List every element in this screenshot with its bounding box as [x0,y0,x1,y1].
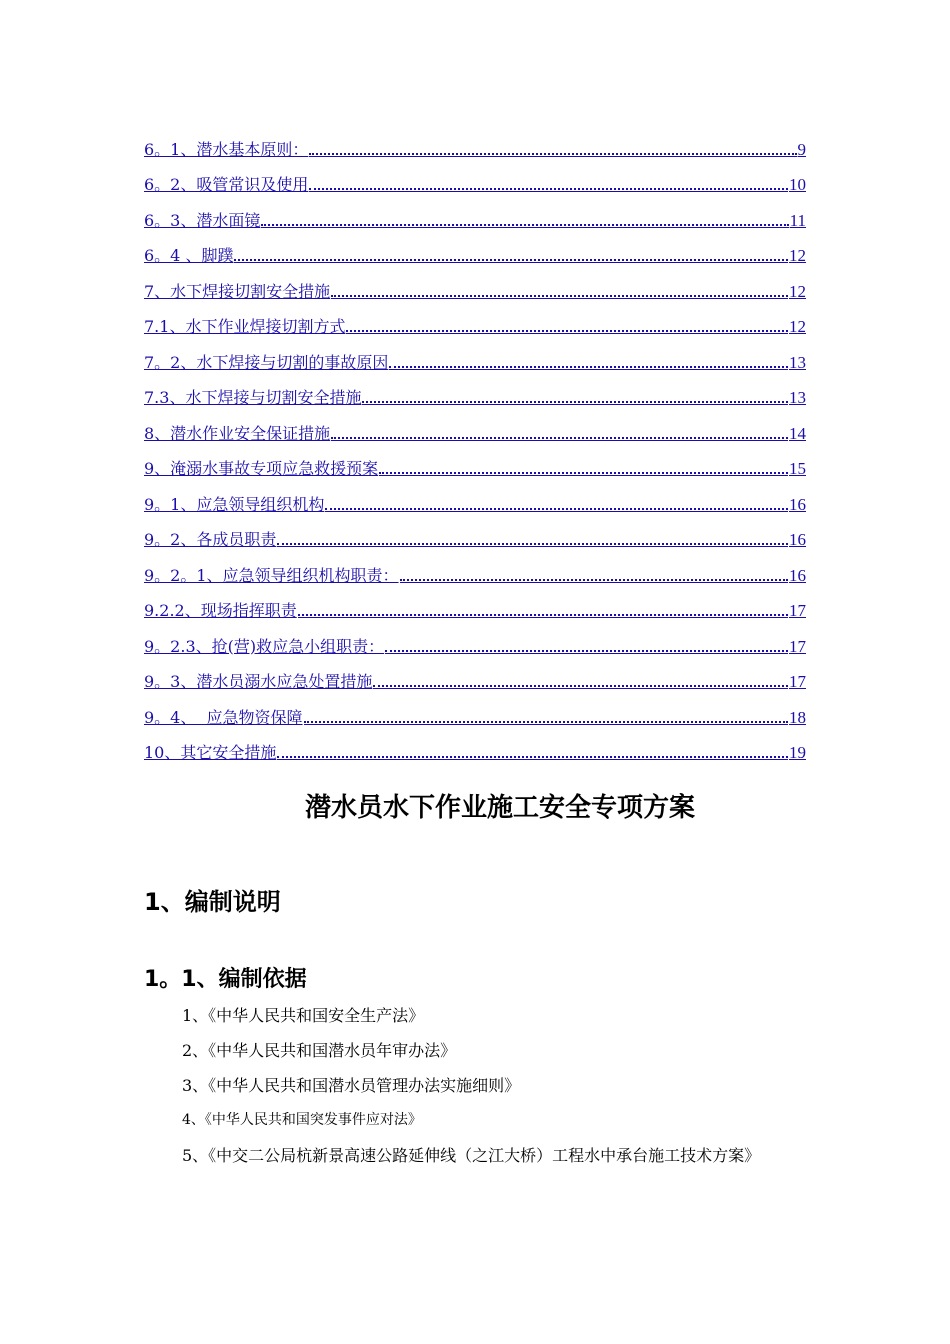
toc-entry-page: 10 [789,175,806,194]
toc-entry[interactable] [144,231,806,267]
toc-entry-label: 9。2。1、应急领导组织机构职责： [144,565,399,585]
toc-entry[interactable] [144,550,806,586]
toc-entry[interactable] [144,728,806,764]
toc-dot-leader [298,614,788,616]
toc-entry[interactable] [144,124,806,160]
toc-entry[interactable] [144,621,806,657]
toc-entry-page: 15 [789,459,806,478]
reference-item: 5、《中交二公局杭新景高速公路延伸线（之江大桥）工程水中承台施工技术方案》 [182,1146,761,1165]
toc-dot-leader [346,330,788,332]
toc-entry[interactable] [144,266,806,302]
toc-entry[interactable] [144,657,806,693]
toc-entry-label: 9。1、应急领导组织机构 [144,494,325,514]
toc-dot-leader [389,366,788,368]
toc-dot-leader [373,685,788,687]
toc-dot-leader [331,437,788,439]
toc-entry-page: 12 [789,246,806,265]
toc-dot-leader [385,650,788,652]
toc-dot-leader [304,721,788,723]
toc-entry-page: 13 [789,352,806,372]
toc-entry-label: 6。3、潜水面镜 [144,210,261,230]
reference-item: 4、《中华人民共和国突发事件应对法》 [182,1112,422,1128]
table-of-contents [144,124,806,763]
toc-entry[interactable] [144,408,806,444]
toc-entry[interactable] [144,515,806,551]
subsection-heading: 1。1、编制依据 [144,967,307,992]
toc-entry-label: 9。4、 应急物资保障 [144,707,303,727]
reference-item: 3、《中华人民共和国潜水员管理办法实施细则》 [182,1076,521,1095]
toc-entry-page: 12 [789,317,806,336]
toc-entry-page: 16 [789,530,806,549]
toc-dot-leader [309,153,796,155]
toc-entry[interactable] [144,586,806,622]
toc-entry-page: 12 [789,281,806,301]
reference-item: 2、《中华人民共和国潜水员年审办法》 [182,1041,457,1060]
section-heading: 1、编制说明 [144,887,281,916]
toc-dot-leader [261,224,788,226]
toc-dot-leader [325,508,788,510]
toc-entry[interactable] [144,160,806,196]
toc-entry-label: 6。4 、脚蹼 [144,246,234,265]
toc-entry-page: 17 [789,601,806,620]
toc-entry-label: 7.3、水下焊接与切割安全措施 [144,388,362,407]
toc-entry[interactable] [144,337,806,373]
toc-entry[interactable] [144,195,806,231]
toc-dot-leader [362,401,788,403]
toc-dot-leader [234,259,788,261]
document-title: 潜水员水下作业施工安全专项方案 [304,793,695,824]
toc-entry[interactable] [144,692,806,728]
toc-entry-page: 18 [789,707,806,727]
toc-entry-label: 7。2、水下焊接与切割的事故原因 [144,352,389,372]
toc-entry-label: 7、水下焊接切割安全措施 [144,281,331,301]
toc-dot-leader [309,188,788,190]
toc-entry-page: 19 [789,743,806,762]
toc-entry-page: 17 [789,636,806,656]
toc-entry-label: 9。2、各成员职责 [144,530,277,549]
toc-entry[interactable] [144,373,806,409]
toc-entry-label: 9。3、潜水员溺水应急处置措施 [144,672,373,691]
toc-entry-label: 10、其它安全措施 [144,743,277,762]
reference-item: 1、《中华人民共和国安全生产法》 [182,1006,425,1025]
toc-dot-leader [277,543,788,545]
toc-entry-label: 9、淹溺水事故专项应急救援预案 [144,459,379,478]
toc-dot-leader [331,295,788,297]
toc-entry-label: 8、潜水作业安全保证措施 [144,423,331,443]
toc-entry-label: 9。2.3、抢(营)救应急小组职责： [144,636,385,656]
toc-entry-page: 17 [789,672,806,691]
toc-entry-page: 11 [789,210,806,230]
toc-entry-page: 16 [789,565,806,585]
toc-entry-label: 7.1、水下作业焊接切割方式 [144,317,346,336]
toc-dot-leader [277,756,788,758]
reference-list [144,998,806,1174]
toc-entry-label: 6。1、潜水基本原则： [144,139,309,159]
toc-entry-label: 9.2.2、现场指挥职责 [144,601,297,620]
toc-entry[interactable] [144,302,806,338]
toc-entry-page: 13 [789,388,806,407]
toc-entry-label: 6。2、吸管常识及使用 [144,175,309,194]
toc-entry-page: 9 [797,139,806,159]
toc-entry-page: 14 [789,423,806,443]
toc-entry[interactable] [144,479,806,515]
toc-entry-page: 16 [789,494,806,514]
toc-entry[interactable] [144,444,806,480]
toc-dot-leader [379,472,788,474]
toc-dot-leader [400,579,788,581]
